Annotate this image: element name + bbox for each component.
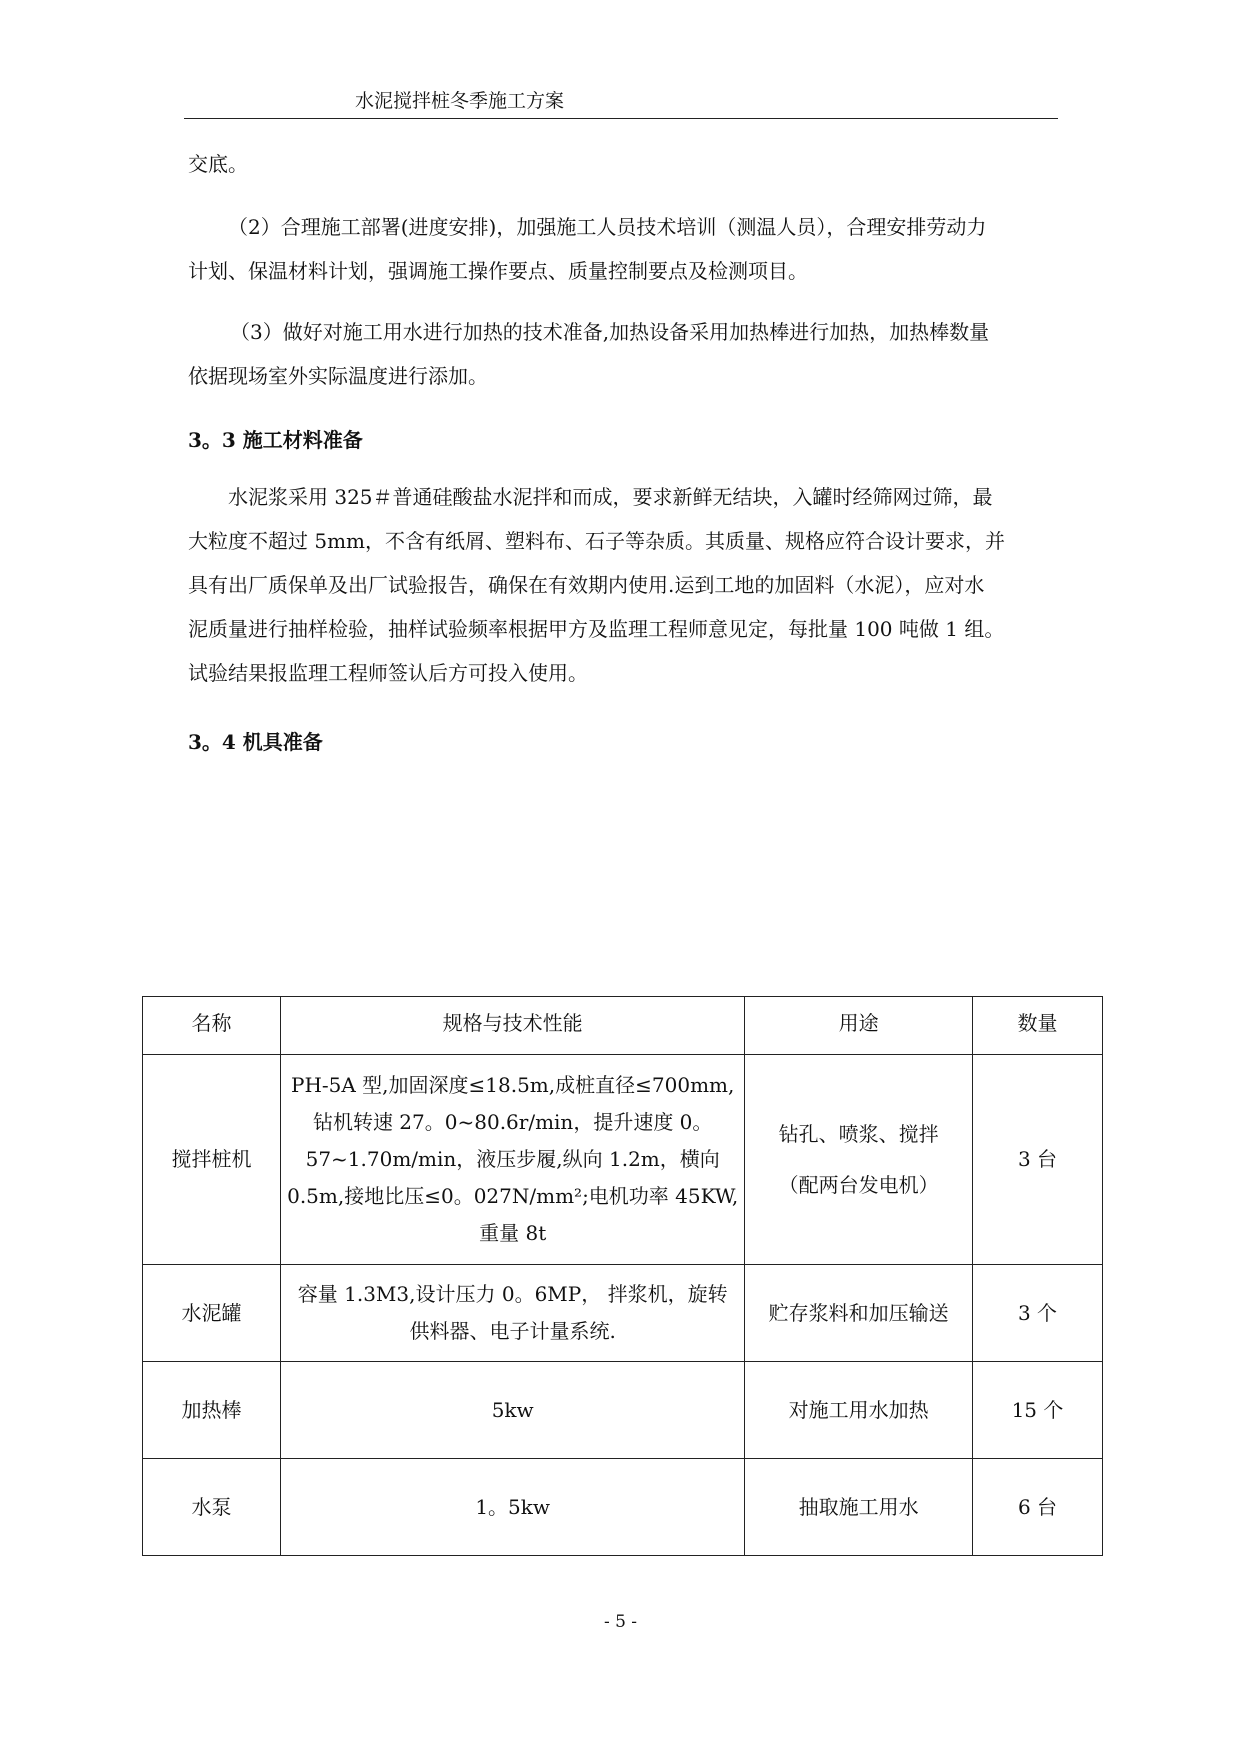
section-heading-equipment: 3。4 机具准备 [188,730,323,754]
cell-text-line: 供料器、电子计量系统. [409,1319,616,1343]
text-line: 依据现场室外实际温度进行添加。 [188,364,488,388]
text-line: （3）做好对施工用水进行加热的技术准备,加热设备采用加热棒进行加热，加热棒数量 [230,320,990,344]
cell-use [745,1459,973,1556]
text-line: 交底。 [188,152,248,176]
paragraph-handover [188,142,1064,186]
cell-text-line: （配两台发电机） [778,1172,939,1197]
cell-text-line: 1。5kw [475,1494,551,1519]
paragraph-deployment [188,205,1064,293]
cell-spec [281,1362,745,1459]
text-line: 试验结果报监理工程师签认后方可投入使用。 [188,661,588,685]
cell-name: 水泵 [143,1459,281,1556]
cell-spec [281,1265,745,1362]
cell-spec [281,1055,745,1265]
table-row [143,1265,1103,1362]
header-divider [184,118,1058,119]
cell-qty: 15 个 [972,1362,1102,1459]
text-line: 泥质量进行抽样检验，抽样试验频率根据甲方及监理工程师意见定，每批量 100 吨做 1 组。 [188,617,1005,641]
cell-text-line: 0.5m,接地比压≤0。027N/mm²;电机功率 45KW, [287,1184,739,1208]
text-line: 大粒度不超过 5mm，不含有纸屑、塑料布、石子等杂质。其质量、规格应符合设计要求，并 [188,529,1006,553]
cell-name: 加热棒 [143,1362,281,1459]
text-line: 水泥浆采用 325＃普通硅酸盐水泥拌和而成，要求新鲜无结块，入罐时经筛网过筛，最 [228,485,993,509]
cell-use [745,1362,973,1459]
cell-use [745,1265,973,1362]
cell-use [745,1055,973,1265]
cell-qty: 3 台 [972,1055,1102,1265]
column-header-use: 用途 [745,997,973,1055]
page-number: - 5 - [603,1612,638,1632]
text-line: 计划、保温材料计划，强调施工操作要点、质量控制要点及检测项目。 [188,259,808,283]
column-header-spec: 规格与技术性能 [281,997,745,1055]
cell-text-line: 重量 8t [479,1221,547,1245]
cell-text-line: PH-5A 型,加固深度≤18.5m,成桩直径≤700mm, [290,1073,735,1097]
cell-text-line: 57~1.70m/min，液压步履,纵向 1.2m，横向 [305,1147,720,1171]
cell-text-line: 贮存浆料和加压输送 [768,1300,949,1325]
text-line: 具有出厂质保单及出厂试验报告，确保在有效期内使用.运到工地的加固料（水泥），应对水 [188,573,985,597]
table-header-row [143,997,1103,1055]
paragraph-water-heating [188,310,1064,398]
cell-qty: 6 台 [972,1459,1102,1556]
cell-text-line: 抽取施工用水 [798,1494,919,1519]
cell-text-line: 5kw [491,1397,534,1422]
cell-text-line: 钻孔、喷浆、搅拌 [778,1121,939,1146]
cell-spec [281,1459,745,1556]
document-header-title: 水泥搅拌桩冬季施工方案 [355,90,565,112]
cell-qty: 3 个 [972,1265,1102,1362]
column-header-name: 名称 [143,997,281,1055]
table-row [143,1055,1103,1265]
text-line: （2）合理施工部署(进度安排)，加强施工人员技术培训（测温人员），合理安排劳动力 [228,215,987,239]
equipment-table [142,996,1103,1556]
cell-text-line: 钻机转速 27。0~80.6r/min，提升速度 0。 [312,1110,713,1134]
section-heading-materials: 3。3 施工材料准备 [188,428,363,452]
cell-name: 水泥罐 [143,1265,281,1362]
cell-name: 搅拌桩机 [143,1055,281,1265]
table-row [143,1459,1103,1556]
cell-text-line: 容量 1.3M3,设计压力 0。6MP， 拌浆机，旋转 [297,1282,728,1306]
cell-text-line: 对施工用水加热 [788,1397,929,1422]
table-row [143,1362,1103,1459]
column-header-qty: 数量 [972,997,1102,1055]
paragraph-materials [188,475,1064,695]
